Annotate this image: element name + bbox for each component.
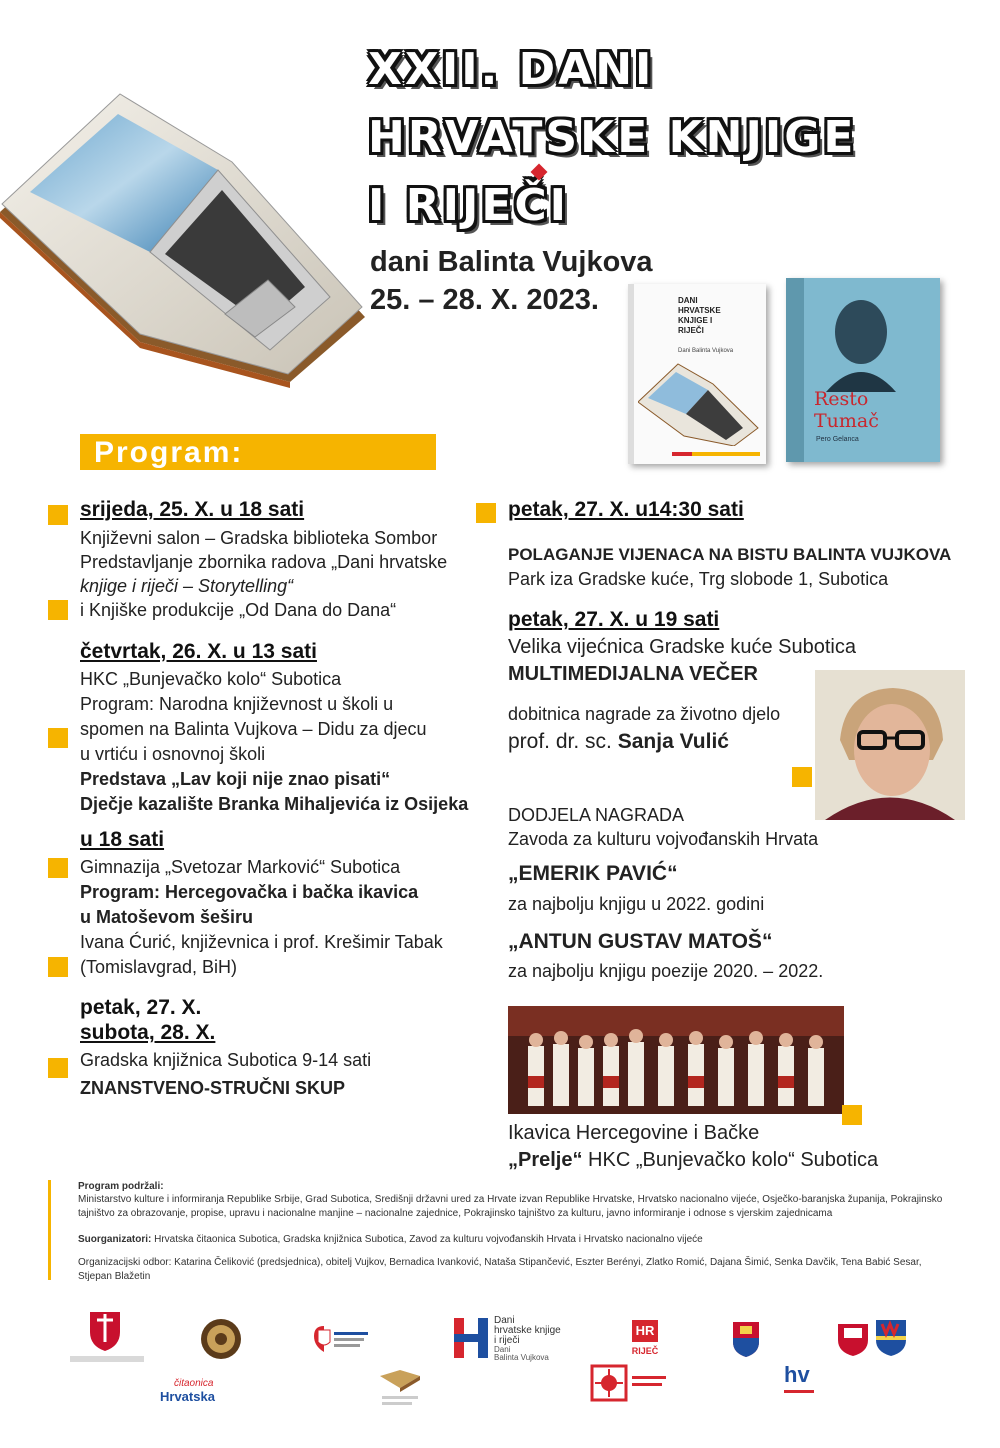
committee-text: Organizacijski odbor: Katarina Čeliković (predsjednica), obitelj Vujkov, Bernadica Ivanković, Nataša Stipančević, Eszter Berényi, Zlatko Romić, Dajana Šimić, Senka Davčik, Tena Babić Sesar, Stjepan Blažetin <box>78 1257 922 1282</box>
croatian-state-office-logo <box>310 1318 370 1358</box>
event-title-line-1: XXII. DANI <box>368 44 655 95</box>
choir-photo-icon <box>508 1006 844 1114</box>
bullet-square <box>842 1105 862 1125</box>
dani-h-mark-icon <box>452 1316 490 1360</box>
award-2-name: „ANTUN GUSTAV MATOŠ“ <box>508 930 773 953</box>
event-title-line-3: I RIJEČI <box>368 180 570 231</box>
laureate-photo <box>815 670 965 820</box>
thu-line-4: u vrtiću i osnovnoj školi <box>80 744 266 764</box>
cover-left-title: DANI HRVATSKE KNJIGE I RIJEČI <box>678 296 721 335</box>
photo-caption-line-1: Ikavica Hercegovine i Bačke <box>508 1122 760 1144</box>
cover-left-red-mark <box>672 452 692 456</box>
fri-evening-line-1: Velika vijećnica Gradske kuće Subotica <box>508 636 856 658</box>
day-heading-wed: srijeda, 25. X. u 18 sati <box>80 498 305 521</box>
event-title-line-2: HRVATSKE KNJIGE <box>368 112 857 163</box>
fri-sat-line-1: Gradska knjižnica Subotica 9-14 sati <box>80 1050 372 1070</box>
citaonica-line-2: Hrvatska <box>160 1389 215 1404</box>
ministry-caption-placeholder <box>70 1356 144 1362</box>
bullet-square <box>48 728 68 748</box>
cover-portrait-icon <box>816 292 906 392</box>
thu-line-1: HKC „Bunjevačko kolo“ Subotica <box>80 669 342 689</box>
organizers-text: Hrvatska čitaonica Subotica, Gradska knjižnica Subotica, Zavod za kulturu vojvođanskih Hrvata i Hrvatsko nacionalno vijeće <box>154 1234 703 1245</box>
bullet-square <box>48 957 68 977</box>
cover-right-title: Resto Tumač <box>814 388 879 432</box>
award-2-desc: za najbolju knjigu poezije 2020. – 2022. <box>508 961 824 981</box>
laureate-portrait-icon <box>815 670 965 820</box>
bullet-square <box>48 505 68 525</box>
cover-right-author: Pero Gelanca <box>816 436 859 443</box>
cover-left-book-icon <box>638 362 760 446</box>
thu-evening-bold-2: u Matoševom šeširu <box>80 907 254 927</box>
organizers-line <box>78 1233 958 1247</box>
dani-logo-line-3: i riječi <box>494 1335 520 1346</box>
wed-line-2: Predstavljanje zbornika radova „Dani hrvatske <box>80 552 448 572</box>
awards-heading: DODJELA NAGRADA <box>508 805 685 825</box>
laureate-title: prof. dr. sc. <box>508 730 612 753</box>
supported-label: Program podržali: <box>78 1181 164 1192</box>
zavod-za-kulturu-logo <box>590 1364 670 1406</box>
wed-line-4: i Knjiške produkcije „Od Dana do Dana“ <box>80 600 397 620</box>
event-dates: 25. – 28. X. 2023. <box>370 284 599 316</box>
supported-text: Ministarstvo kulture i informiranja Republike Srbije, Grad Subotica, Središnji državni ured za Hrvate izvan Republike Hrvatske, Hrvatsko nacionalno vijeće, Osječko-baranjska županija, Pokrajinsko tajništvo za obrazovanje, propise, upravu i nacionalne manjine – nacionalne zajednice, Pokrajinsko tajništvo za kulturu, javno informiranje i odnose s vjerskim zajednicama <box>78 1194 943 1219</box>
bullet-square <box>792 767 812 787</box>
thu-evening-line-3: (Tomislavgrad, BiH) <box>80 957 238 977</box>
award-1-desc: za najbolju knjigu u 2022. godini <box>508 894 765 914</box>
thu-evening-line-2: Ivana Ćurić, književnica i prof. Krešimir Tabak <box>80 932 443 952</box>
dani-logo-line-4: Dani <box>494 1345 511 1354</box>
hrvatska-citaonica-logo <box>160 1378 240 1408</box>
dani-logo-line-2: hrvatske knjige <box>494 1325 561 1336</box>
laureate-name: Sanja Vulić <box>617 730 729 753</box>
event-subtitle: dani Balinta Vujkova <box>370 246 653 278</box>
serbia-coat-of-arms-logo <box>88 1306 122 1352</box>
day-heading-sat: subota, 28. X. <box>80 1021 216 1044</box>
footer-divider-bar <box>48 1180 51 1280</box>
photo-caption-rest: HKC „Bunjevačko kolo“ Subotica <box>582 1149 879 1171</box>
citaonica-line-1: čitaonica <box>174 1378 214 1389</box>
photo-caption-bold: „Prelje“ <box>508 1149 583 1171</box>
hrvatska-rijec-logo <box>628 1320 662 1364</box>
dani-logo-line-5: Balinta Vujkova <box>494 1353 549 1362</box>
title-red-diamond <box>531 164 548 181</box>
fri-afternoon-bold-1: POLAGANJE VIJENACA NA BISTU BALINTA VUJKOVA <box>508 545 952 564</box>
day-heading-thu-evening: u 18 sati <box>80 828 165 851</box>
cover-left-sub: Dani Balinta Vujkova <box>678 348 734 354</box>
subotica-seal-logo <box>200 1318 242 1360</box>
bullet-square <box>48 858 68 878</box>
thu-bold-line-2: Dječje kazalište Branka Mihaljevića iz Osijeka <box>80 794 469 814</box>
award-1-name: „EMERIK PAVIĆ“ <box>508 862 678 885</box>
fri-evening-bold-1: MULTIMEDIJALNA VEČER <box>508 663 758 685</box>
osijek-baranja-coat-of-arms-logo <box>836 1316 908 1358</box>
wed-line-1: Književni salon – Gradska biblioteka Sombor <box>80 528 438 548</box>
thu-evening-bold-1: Program: Hercegovačka i bačka ikavica <box>80 882 419 902</box>
dani-logo-line-1: Dani <box>494 1315 515 1326</box>
gradska-knjiznica-logo <box>376 1366 424 1410</box>
dani-hrvatske-knjige-logo <box>452 1316 562 1362</box>
bullet-square <box>476 503 496 523</box>
bullet-square <box>48 1058 68 1078</box>
thu-evening-line-1: Gimnazija „Svetozar Marković“ Subotica <box>80 857 401 877</box>
thu-bold-line-1: Predstava „Lav koji nije znao pisati“ <box>80 769 391 789</box>
thu-line-2: Program: Narodna književnost u školi u <box>80 694 394 714</box>
hr-mark: HR <box>632 1320 658 1342</box>
day-heading-fri-afternoon: petak, 27. X. u14:30 sati <box>508 498 744 521</box>
thu-line-3: spomen na Balinta Vujkova – Didu za djecu <box>80 719 427 739</box>
performance-photo <box>508 1006 844 1114</box>
day-heading-fri-evening: petak, 27. X. u 19 sati <box>508 608 720 631</box>
program-banner <box>80 434 436 470</box>
day-heading-fri: petak, 27. X. <box>80 996 202 1019</box>
laureate-line <box>508 730 729 754</box>
hnv-red-bar <box>784 1390 814 1393</box>
book-cover-left <box>628 284 766 464</box>
awards-org: Zavoda za kulturu vojvođanskih Hrvata <box>508 829 819 849</box>
book-laptop-illustration <box>0 92 372 388</box>
hr-text: RIJEČ <box>631 1346 659 1356</box>
laureate-intro: dobitnica nagrade za životno djelo <box>508 704 781 724</box>
day-heading-thu: četvrtak, 26. X. u 13 sati <box>80 640 317 663</box>
bullet-square <box>48 600 68 620</box>
book-cover-right <box>786 278 940 462</box>
hnv-mark: hv <box>784 1362 810 1387</box>
wed-line-3: knjige i riječi – Storytelling“ <box>80 576 294 596</box>
hrvatsko-nacionalno-vijece-logo <box>784 1364 834 1408</box>
program-heading: Program: <box>94 436 244 469</box>
organizers-label: Suorganizatori: <box>78 1234 152 1245</box>
photo-caption-line-2 <box>508 1149 878 1172</box>
fri-afternoon-line-1: Park iza Gradske kuće, Trg slobode 1, Subotica <box>508 569 889 589</box>
fri-sat-bold-1: ZNANSTVENO-STRUČNI SKUP <box>80 1078 346 1098</box>
vojvodina-coat-of-arms-logo <box>732 1318 760 1358</box>
